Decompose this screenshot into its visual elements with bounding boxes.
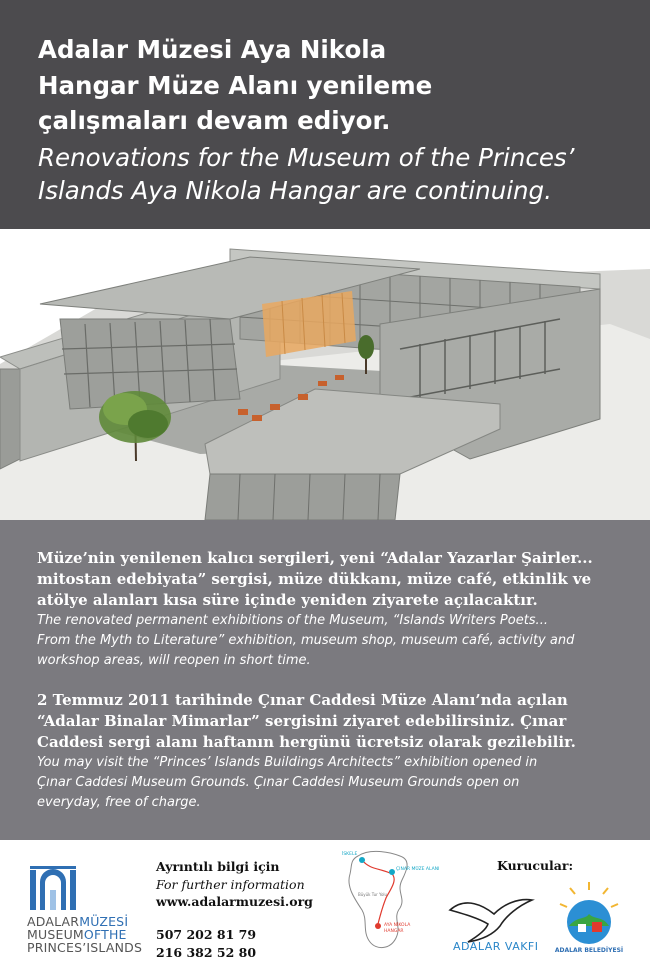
paragraph1-tr-line: Müze’nin yenilenen kalıcı sergileri, yeni “Adalar Yazarlar Şairler... [37, 549, 593, 567]
title-en-line: Islands Aya Nikola Hangar are continuing. [38, 176, 552, 205]
paragraph2-en-line: Çınar Caddesi Museum Grounds. Çınar Caddesi Museum Grounds open on [37, 775, 520, 790]
paragraph1-en-line: From the Myth to Literature” exhibition, museum shop, museum café, activity and [37, 633, 575, 648]
left-end-wall [0, 369, 20, 469]
title-turkish [38, 32, 628, 139]
map-label-road: Büyük Tur Yolu [358, 892, 388, 897]
paragraph2-tr-line: 2 Temmuz 2011 tarihinde Çınar Caddesi Müze Alanı’nda açılan [37, 691, 568, 709]
header-band [0, 0, 650, 229]
paragraph1-tr-line: mitostan edebiyata” sergisi, müze dükkanı, müze café, etkinlik ve [37, 570, 592, 588]
house-icon [578, 924, 586, 932]
island-map [340, 846, 458, 956]
map-pin-aya-nikola [375, 923, 381, 929]
phone-number-2: 216 382 52 80 [156, 945, 257, 960]
paragraph1-en-line: workshop areas, will reopen in short time. [37, 653, 311, 668]
front-wall [205, 474, 400, 520]
map-pin-cinar [389, 869, 395, 875]
contact-block [156, 858, 313, 911]
contact-heading-tr: Ayrıntılı bilgi için [156, 859, 280, 874]
map-label-aya-2: HANGAR [384, 929, 404, 934]
paragraph-exhibitions [37, 548, 637, 671]
paragraph1-en-line: The renovated permanent exhibitions of the Museum, “Islands Writers Poets... [37, 613, 548, 628]
adalar-belediyesi-logo [552, 880, 627, 956]
hangar-render-image [0, 229, 650, 520]
house-red-icon [592, 922, 602, 932]
footer [0, 840, 650, 959]
logo-muzesi: MÜZESİ [79, 914, 129, 929]
title-tr-line: Adalar Müzesi Aya Nikola [38, 35, 387, 64]
contact-heading-en: For further information [156, 877, 305, 892]
title-tr-line: çalışmaları devam ediyor. [38, 106, 391, 135]
museum-logo-line3: PRINCES’ISLANDS [27, 940, 143, 955]
paragraph2-en-line: everyday, free of charge. [37, 795, 201, 810]
info-band [0, 520, 650, 840]
adalar-vakfi-label: ADALAR VAKFI [453, 940, 539, 953]
title-english [38, 141, 638, 207]
title-en-line: Renovations for the Museum of the Princes’ [38, 143, 575, 172]
paragraph1-tr-line: atölye alanları kısa süre içinde yeniden ziyarete açılacaktır. [37, 591, 538, 609]
founders-label: Kurucular: [497, 858, 574, 873]
bird-icon [450, 900, 532, 942]
map-label-iskele: İSKELE [342, 852, 358, 857]
map-pin-iskele [359, 857, 365, 863]
paragraph2-tr-line: Caddesi sergi alanı haftanın hergünü ücretsiz olarak gezilebilir. [37, 733, 576, 751]
logo-museum: MUSEUM [27, 927, 84, 942]
paragraph2-tr-line: “Adalar Binalar Mimarlar” sergisini ziyaret edebilirsiniz. Çınar [37, 712, 567, 730]
map-label-aya-1: AYA NİKOLA [384, 923, 411, 928]
logo-ofthe: OFTHE [83, 927, 127, 942]
phone-number-1: 507 202 81 79 [156, 927, 257, 942]
map-label-cinar: ÇINAR MÜZE ALANI [396, 867, 440, 872]
phone-block [156, 926, 256, 962]
title-tr-line: Hangar Müze Alanı yenileme [38, 70, 433, 100]
website-link[interactable]: www.adalarmuzesi.org [156, 894, 313, 909]
paragraph-cinar-caddesi [37, 690, 637, 813]
paragraph2-en-line: You may visit the “Princes’ Islands Buildings Architects” exhibition opened in [37, 755, 538, 770]
belediye-label: ADALAR BELEDİYESİ [554, 947, 624, 954]
logo-adalar: ADALAR [27, 914, 80, 929]
hangar-render-svg [0, 229, 650, 520]
museum-logo-icon [28, 864, 78, 910]
